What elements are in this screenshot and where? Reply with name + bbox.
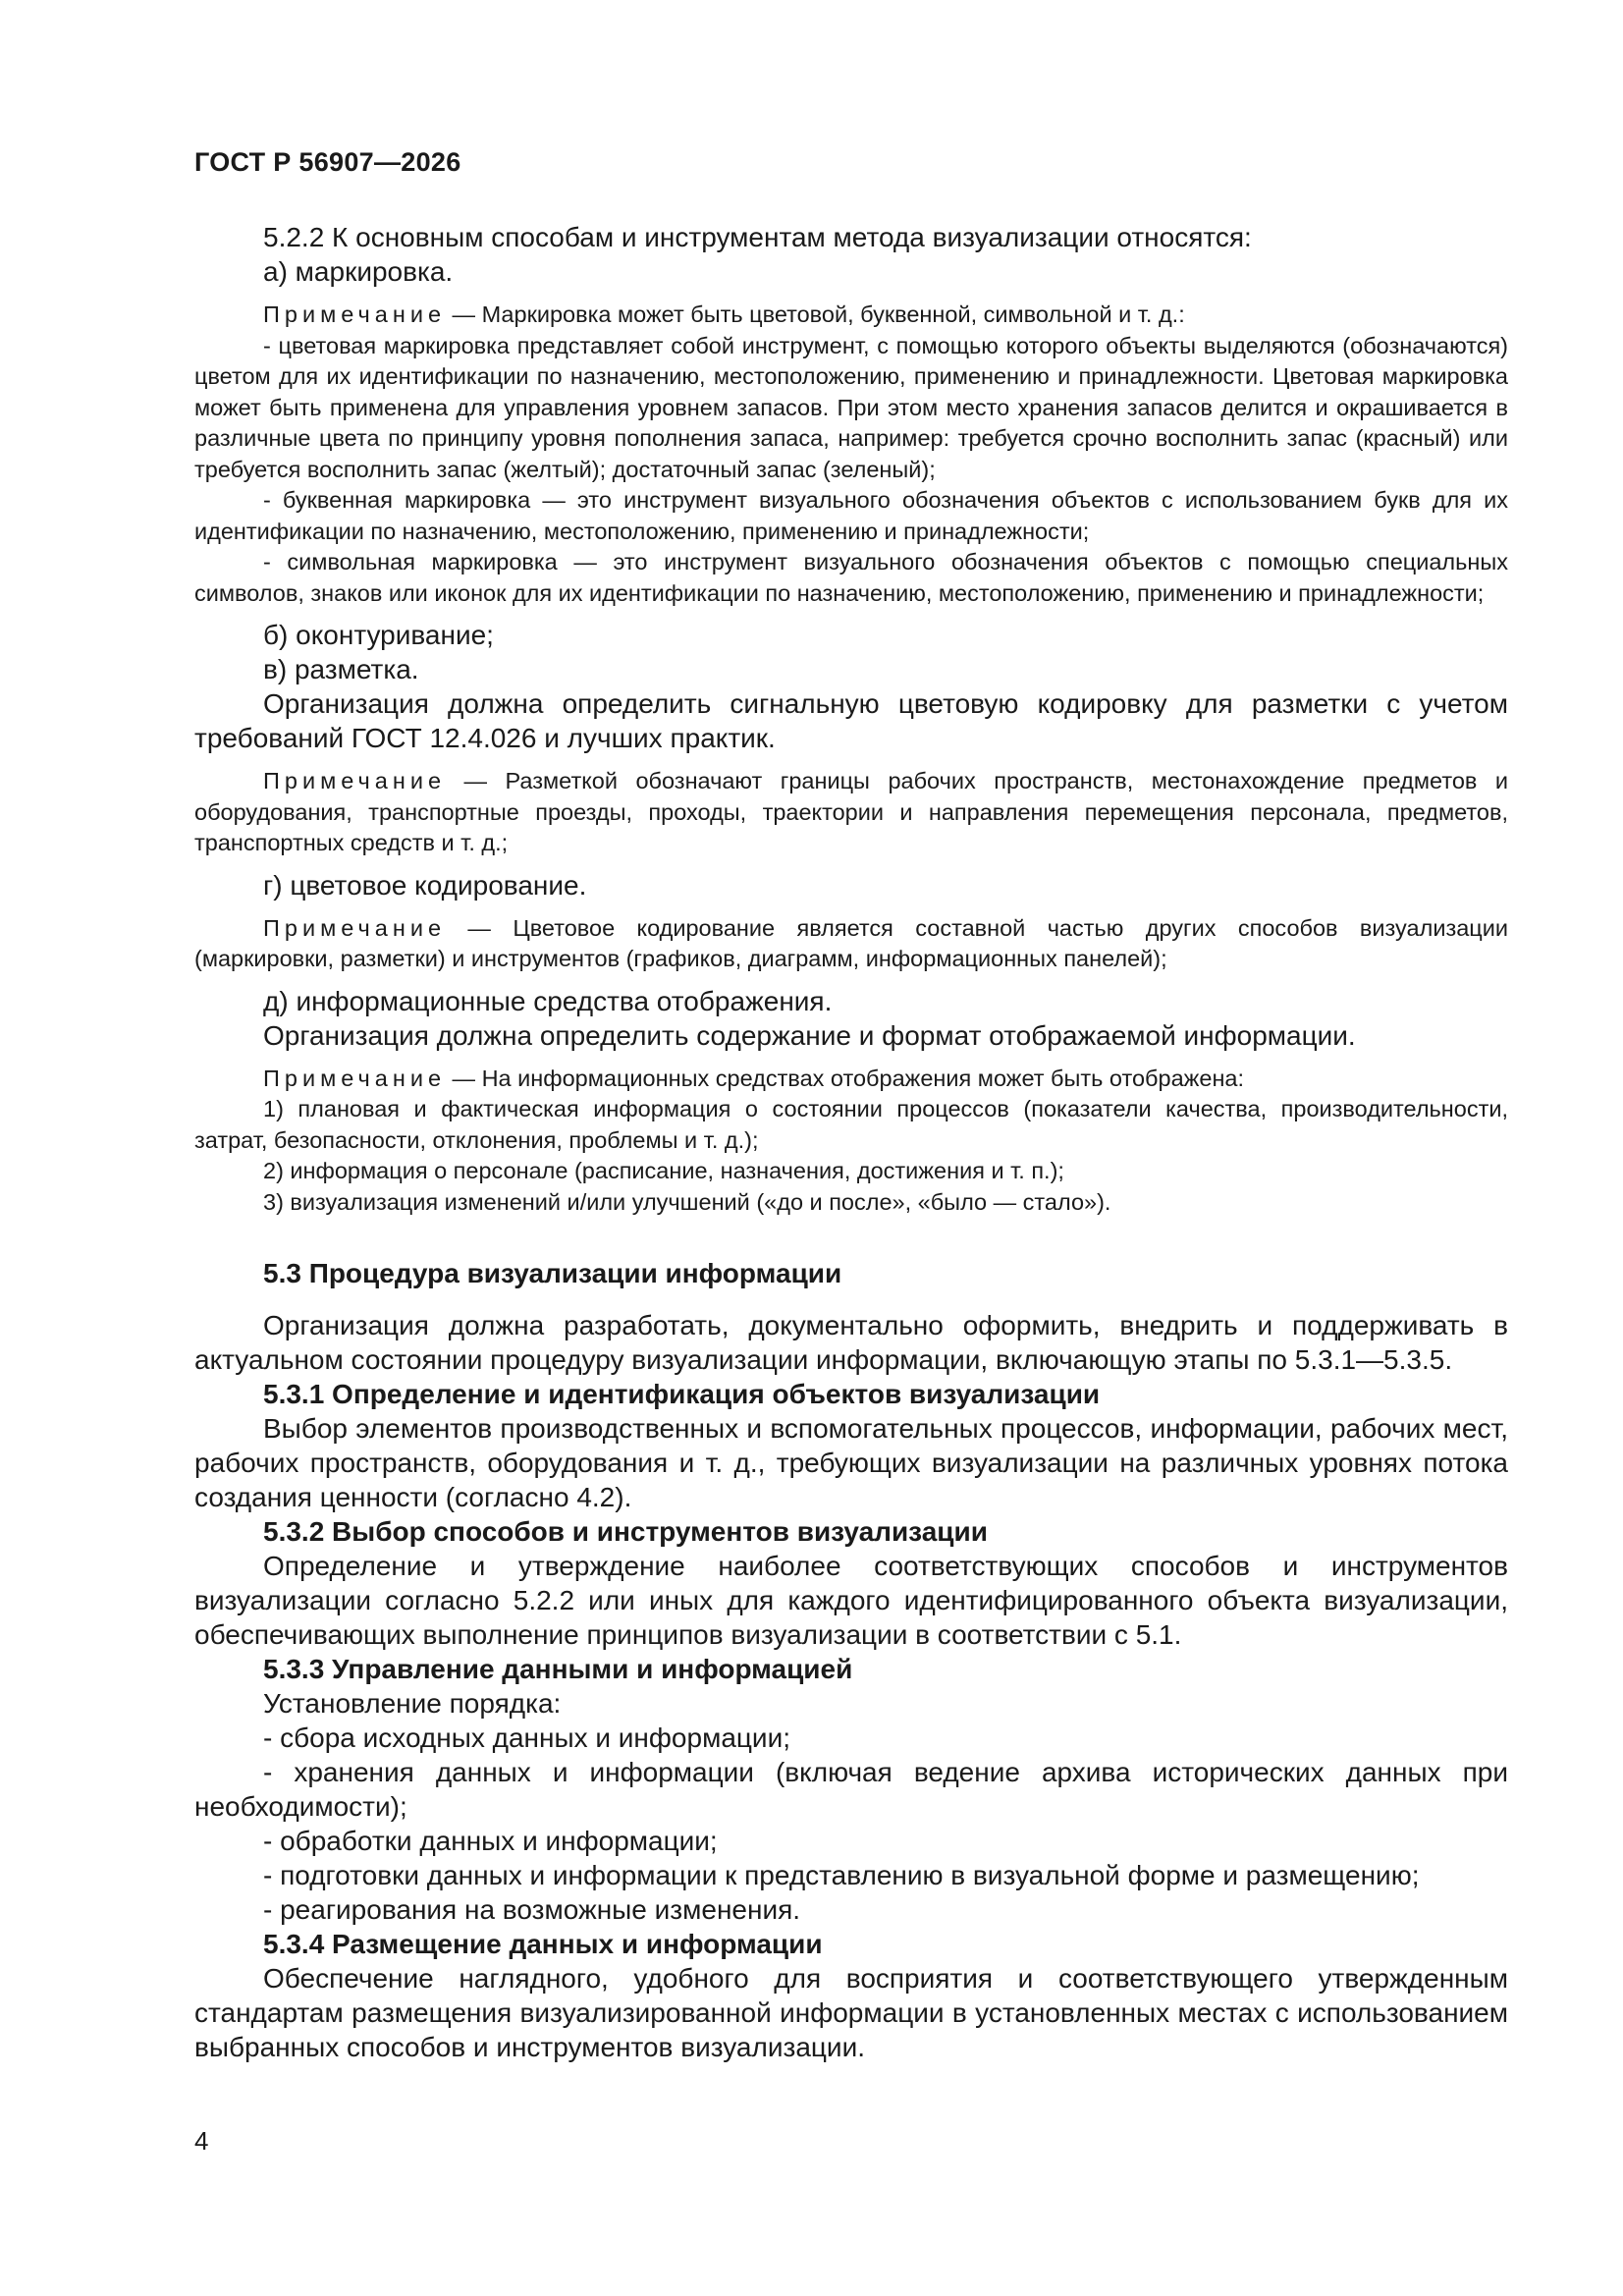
list-item: - обработки данных и информации;	[263, 1826, 718, 1856]
list-item-d: д) информационные средства отображения.	[263, 985, 833, 1016]
paragraph-5-3-4: Обеспечение наглядного, удобного для восприятия и соответствующего утвержденным стандартам размещения визуализированной информации в установленных местах с использованием выбранных способов и инструментов визуализации.	[194, 1963, 1508, 2062]
paragraph-5-3-2: Определение и утверждение наиболее соответствующих способов и инструментов визуализации согласно 5.2.2 или иных для каждого идентифицированного объекта визуализации, обеспечивающих выполнение принципов визуализации в соответствии с 5.1.	[194, 1551, 1508, 1650]
document-header: ГОСТ Р 56907—2026	[194, 147, 461, 177]
list-item: - реагирования на возможные изменения.	[263, 1894, 801, 1925]
note-item: - буквенная маркировка — это инструмент визуального обозначения объектов с использованием букв для их идентификации по назначению, местоположению, применению и принадлежности;	[194, 487, 1508, 544]
note-razmetka	[194, 766, 1508, 859]
paragraph-5-3: Организация должна разработать, документально оформить, внедрить и поддерживать в актуальном состоянии процедуру визуализации информации, включающую этапы по 5.3.1—5.3.5.	[194, 1310, 1508, 1375]
subsection-heading-5-3-2: 5.3.2 Выбор способов и инструментов визуализации	[263, 1516, 988, 1547]
note-text	[194, 913, 1508, 975]
list-item-a: а) маркировка.	[263, 256, 454, 287]
note-color-coding	[194, 913, 1508, 975]
paragraph-5-2-2: 5.2.2 К основным способам и инструментам метода визуализации относятся:	[263, 222, 1252, 252]
paragraph-razmetka: Организация должна определить сигнальную цветовую кодировку для разметки с учетом требований ГОСТ 12.4.026 и лучших практик.	[194, 688, 1508, 753]
list-item-v: в) разметка.	[263, 654, 419, 684]
page-content	[194, 220, 1508, 2064]
note-intro	[194, 300, 1508, 331]
note-item: 3) визуализация изменений и/или улучшений («до и после», «было — стало»).	[263, 1188, 1111, 1215]
note-info-displays	[194, 1064, 1508, 1219]
note-label: Примечание	[263, 914, 447, 941]
list-item-g: г) цветовое кодирование.	[263, 869, 587, 901]
note-label: Примечание	[263, 1065, 447, 1091]
list-item-b: б) оконтуривание;	[263, 620, 494, 650]
note-text	[194, 766, 1508, 859]
note-marking	[194, 300, 1508, 609]
note-body: — Цветовое кодирование является составной частью других способов визуализации (маркировки, разметки) и инструментов (графиков, диаграмм, информационных панелей);	[194, 914, 1508, 971]
note-item: 2) информация о персонале (расписание, назначения, достижения и т. п.);	[263, 1158, 1064, 1183]
note-item: 1) плановая и фактическая информация о состоянии процессов (показатели качества, производительности, затрат, безопасности, отклонения, проблемы и т. д.);	[194, 1096, 1508, 1153]
subsection-heading-5-3-1: 5.3.1 Определение и идентификация объектов визуализации	[263, 1379, 1101, 1409]
paragraph-5-3-3-intro: Установление порядка:	[263, 1688, 562, 1719]
list-item: - сбора исходных данных и информации;	[263, 1722, 790, 1753]
list-item: - хранения данных и информации (включая ведение архива исторических данных при необходимости);	[194, 1757, 1508, 1822]
section-heading-5-3: 5.3 Процедура визуализации информации	[263, 1258, 842, 1288]
subsection-heading-5-3-4: 5.3.4 Размещение данных и информации	[263, 1929, 823, 1959]
note-body: — На информационных средствах отображения может быть отображена:	[446, 1065, 1245, 1091]
page-number: 4	[194, 2126, 209, 2156]
note-item: - цветовая маркировка представляет собой инструмент, с помощью которого объекты выделяются (обозначаются) цветом для их идентификации по назначению, местоположению, применению и принадлежности. Цветовая маркировка может быть применена для управления уровнем запасов. При этом место хранения запасов делится и окрашивается в различные цвета по принципу уровня пополнения запаса, например: требуется срочно восполнить запас (красный) или требуется восполнить запас (желтый); достаточный запас (зеленый);	[194, 332, 1508, 482]
paragraph-info: Организация должна определить содержание и формат отображаемой информации.	[263, 1019, 1356, 1051]
note-body: — Разметкой обозначают границы рабочих пространств, местонахождение предметов и оборудования, транспортные проезды, проходы, траектории и направления перемещения персонала, предметов, транспортных средств и т. д.;	[194, 768, 1508, 855]
list-item: - подготовки данных и информации к представлению в визуальной форме и размещению;	[263, 1860, 1420, 1890]
note-label: Примечание	[263, 301, 447, 327]
paragraph-5-3-1: Выбор элементов производственных и вспомогательных процессов, информации, рабочих мест, рабочих пространств, оборудования и т. д., требующих визуализации на различных уровнях потока создания ценности (согласно 4.2).	[194, 1413, 1508, 1512]
subsection-heading-5-3-3: 5.3.3 Управление данными и информацией	[263, 1654, 853, 1684]
note-intro	[194, 1064, 1508, 1095]
note-label: Примечание	[263, 768, 447, 793]
note-item: - символьная маркировка — это инструмент визуального обозначения объектов с помощью специальных символов, знаков или иконок для их идентификации по назначению, местоположению, применению и принадлежности;	[194, 549, 1508, 606]
note-text: — Маркировка может быть цветовой, буквенной, символьной и т. д.:	[446, 301, 1185, 327]
